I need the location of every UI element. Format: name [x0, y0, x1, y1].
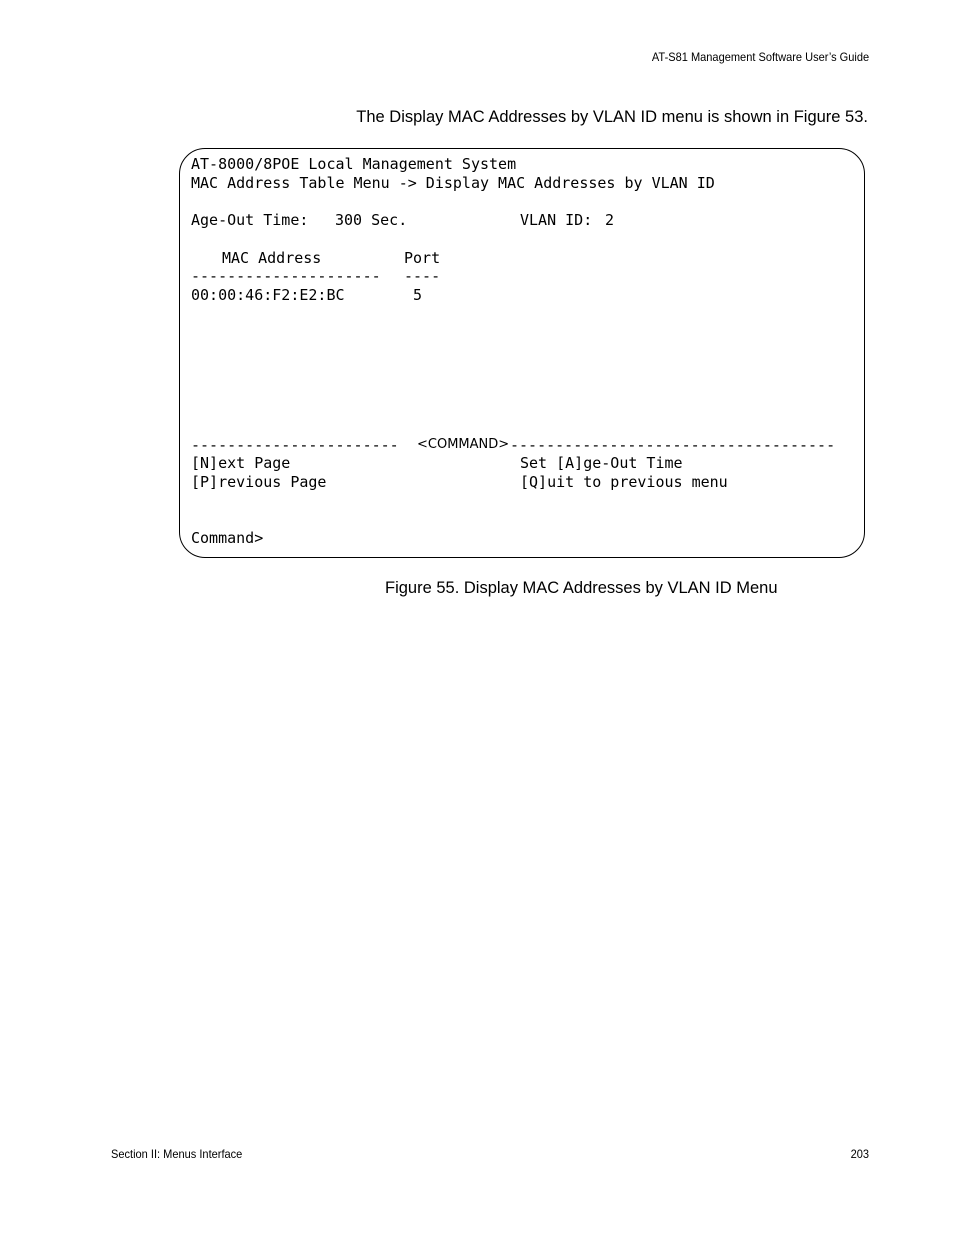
vlan-id-label: VLAN ID: [520, 211, 593, 229]
vlan-id-value: 2 [605, 211, 615, 229]
column-rule-mac-address: --------------------- [191, 267, 381, 285]
command-section-label: <COMMAND> [417, 437, 510, 452]
command-divider-left: ----------------------- [191, 436, 399, 454]
age-out-value: 300 Sec. [335, 211, 408, 229]
footer-page-number: 203 [850, 1147, 869, 1161]
age-out-label: Age-Out Time: [191, 211, 309, 229]
menu-option-previous-page[interactable]: [P]revious Page [191, 473, 327, 491]
figure-caption: Figure 55. Display MAC Addresses by VLAN ID Menu [385, 579, 778, 597]
table-row-port: 5 [413, 286, 423, 304]
column-header-port: Port [404, 249, 441, 267]
footer-section: Section II: Menus Interface [111, 1147, 243, 1161]
intro-paragraph: The Display MAC Addresses by VLAN ID menu is shown in Figure 53. [356, 108, 868, 126]
terminal-breadcrumb: MAC Address Table Menu -> Display MAC Addresses by VLAN ID [191, 174, 715, 192]
command-prompt[interactable]: Command> [191, 529, 264, 547]
command-divider-right: ------------------------------------ [510, 436, 836, 454]
table-row-mac: 00:00:46:F2:E2:BC [191, 286, 345, 304]
column-rule-port: ---- [404, 267, 441, 285]
menu-option-next-page[interactable]: [N]ext Page [191, 454, 291, 472]
terminal-screen-frame [179, 148, 865, 558]
column-header-mac-address: MAC Address [222, 249, 322, 267]
running-header: AT-S81 Management Software User’s Guide [651, 50, 869, 64]
menu-option-quit[interactable]: [Q]uit to previous menu [520, 473, 728, 491]
terminal-system-title: AT-8000/8POE Local Management System [191, 155, 517, 173]
menu-option-set-age-out[interactable]: Set [A]ge-Out Time [520, 454, 683, 472]
